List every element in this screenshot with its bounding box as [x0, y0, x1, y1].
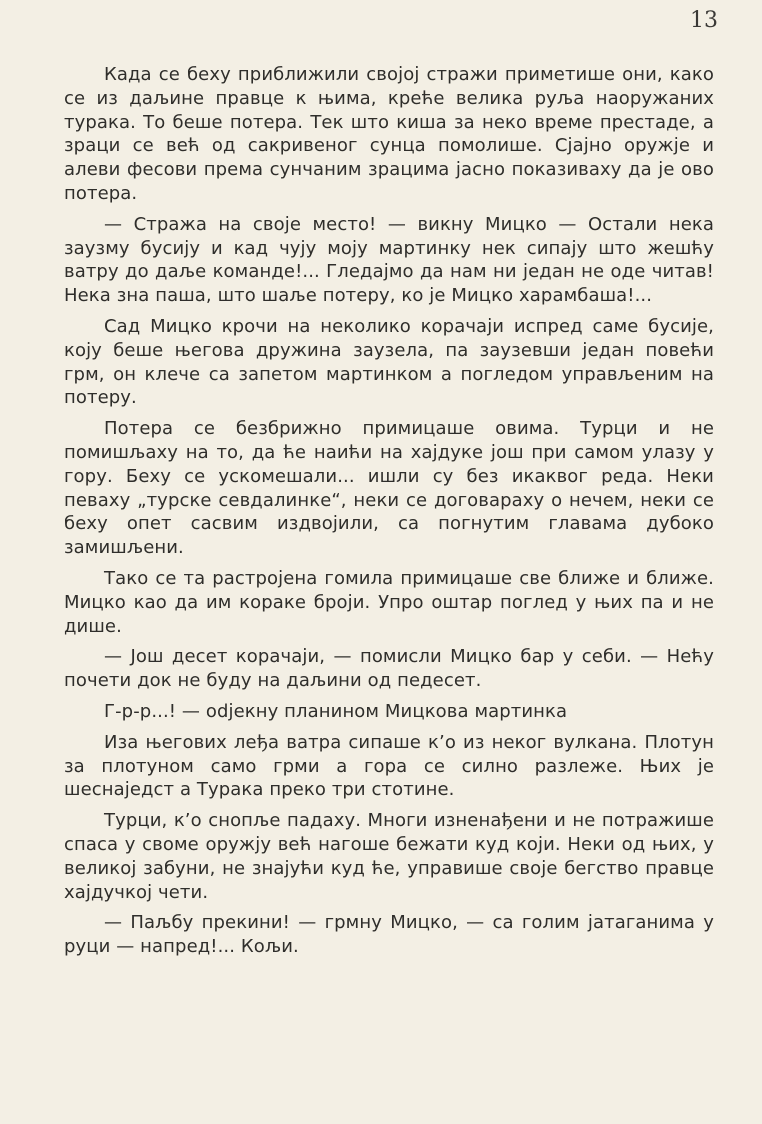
paragraph: Сад Мицко крочи на неколико корачаји испред саме бусије, коју беше његова дружина заузела, па заузевши један повећи грм, он клече са запетом мартинком а погледом управљеним на потеру.: [64, 315, 714, 409]
paragraph: — Стража на своје место! — викну Мицко — Остали нека заузму бусију и кад чују моју мартинку нек сипају што жешћу ватру до даље команде!... Гледајмо да нам ни један не оде читав! Нека зна паша, што шаље потеру, ко је Мицко харамбаша!...: [64, 213, 714, 307]
paragraph: Турци, к’о снопље падаху. Многи изненађени и не потражише спаса у своме оружју већ нагоше бежати куд који. Неки од њих, у великој забуни, не знајући куд ће, управише своје бегство правце хајдучкој чети.: [64, 810, 714, 903]
paragraph: Када се беху приближили својој стражи приметише они, како се из даљине правце к њима, креће велика руља наоружаних турака. То беше потера. Тек што киша за неко време престаде, а зраци се већ од сакривеног сунца помолише. Сјајно оружје и алеви фесови према сунчаним зрацима јасно показиваху да је ово потера.: [64, 64, 714, 204]
paragraph: Тако се та растројена гомила примицаше све ближе и ближе. Мицко као да им кораке броји. Упро оштар поглед у њих па и не дише.: [64, 567, 714, 637]
paragraph: Иза његових леђа ватра сипаше к’о из неког вулкана. Плотун за плотуном само грми а гора се силно разлеже. Њих је шеснаједст а Турака преко три стотине.: [64, 731, 714, 801]
paragraph: Г-р-р...! — оdјекну планином Мицкова мартинка: [104, 700, 568, 722]
paragraph: — Паљбу прекини! — грмну Мицко, — са голим јатаганима у руци — напред!... Кољи.: [64, 912, 714, 958]
page-number: 13: [690, 8, 718, 33]
paragraph: — Још десет корачаји, — помисли Мицко бар у себи. — Нећу почети док не буду на даљини од педесет.: [64, 646, 714, 692]
body-text: [64, 63, 714, 966]
paragraph: Потера се безбрижно примицаше овима. Турци и не помишљаху на то, да ће наићи на хајдуке још при самом улазу у гору. Беху се ускомешали... ишли су без икаквог реда. Неки певаху „турске севдалинке“, неки се договараху о нечем, неки се беху опет сасвим издвојили, са погнутим главама дубоко замишљени.: [64, 418, 714, 559]
